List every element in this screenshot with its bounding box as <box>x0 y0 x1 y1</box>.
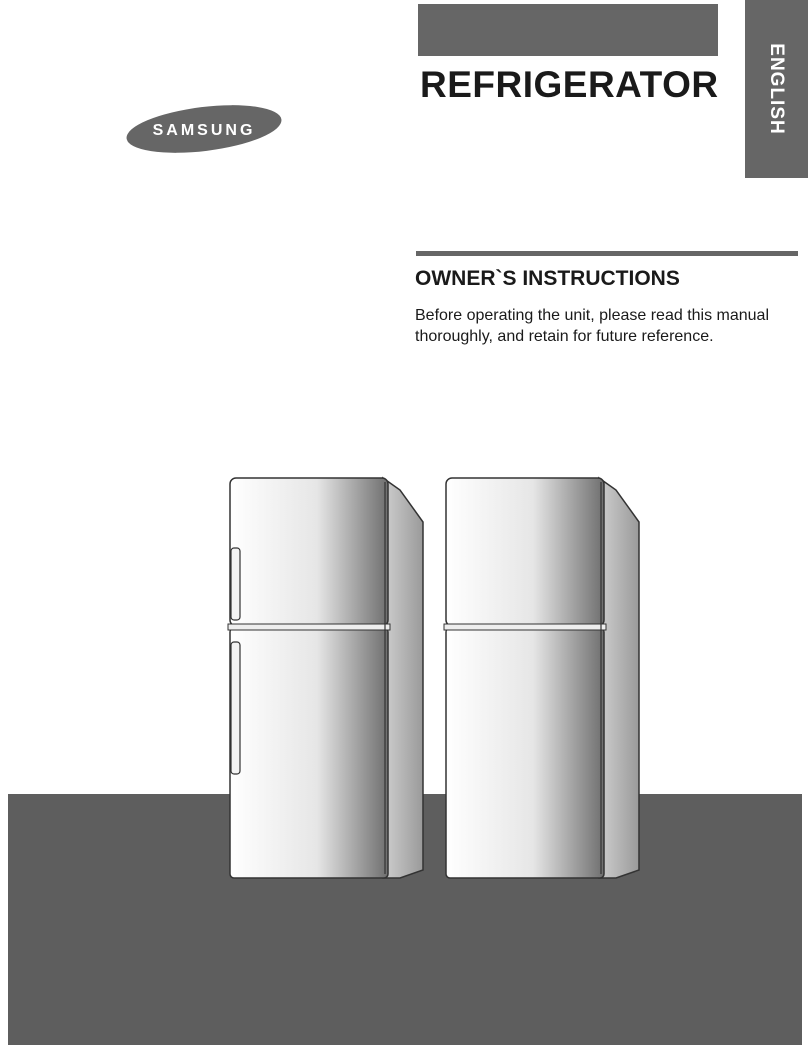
section-heading: OWNER`S INSTRUCTIONS <box>415 267 680 290</box>
header-bar <box>418 4 718 56</box>
refrigerator-right-icon <box>444 478 639 878</box>
page-title: REFRIGERATOR <box>420 64 719 105</box>
logo-text: SAMSUNG <box>152 122 256 139</box>
section-divider <box>416 251 798 256</box>
language-tab <box>745 0 808 178</box>
refrigerator-left-icon <box>228 478 423 878</box>
intro-text: Before operating the unit, please read this manual thoroughly, and retain for future reference. <box>415 307 770 345</box>
refrigerators-illustration <box>225 474 645 880</box>
samsung-logo <box>125 103 283 155</box>
language-tab-label: ENGLISH <box>766 43 788 135</box>
